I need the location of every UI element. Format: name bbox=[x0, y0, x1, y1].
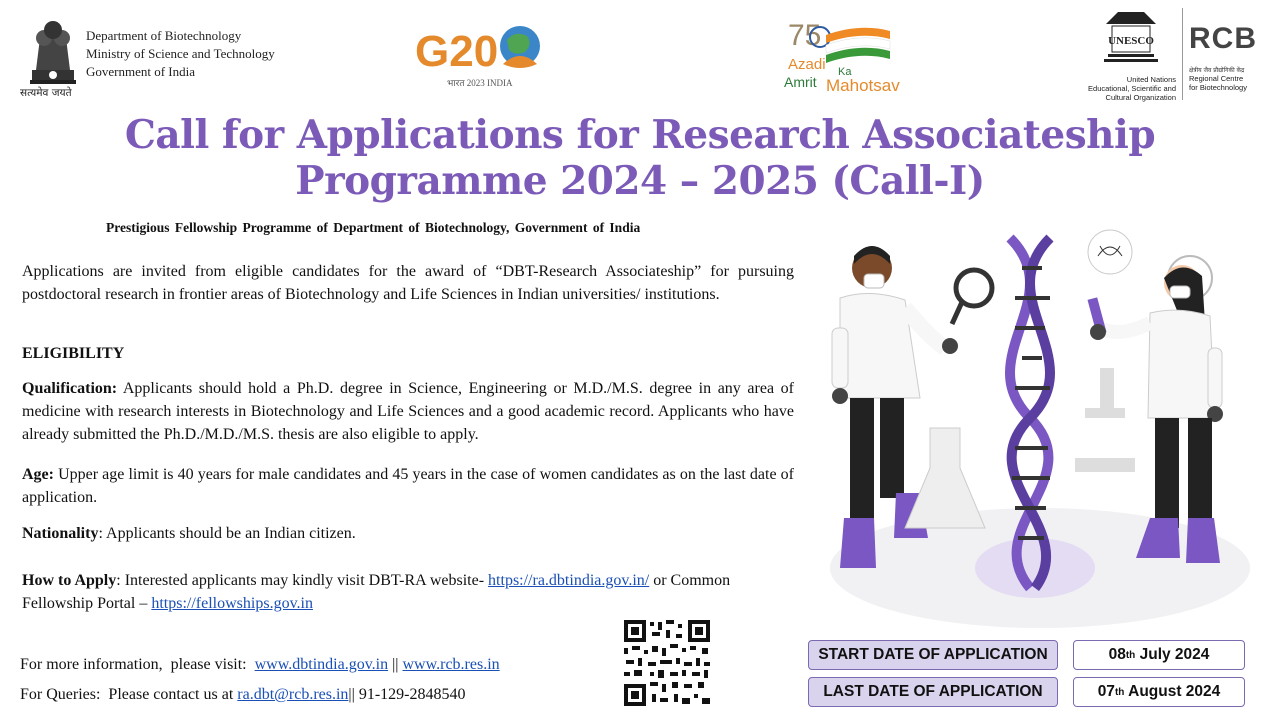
last-date-value bbox=[1073, 677, 1245, 707]
azadi-ka-amrit-mahotsav-logo bbox=[780, 15, 930, 95]
nationality-text: : Applicants should be an Indian citizen. bbox=[98, 525, 356, 542]
age-paragraph bbox=[22, 463, 794, 509]
dbtindia-link[interactable]: www.dbtindia.gov.in bbox=[254, 656, 389, 673]
rcb-logo bbox=[1182, 8, 1273, 100]
unesco-text-2: Educational, Scientific and bbox=[1088, 84, 1176, 93]
apply-text-1: : Interested applicants may kindly visit DBT-RA website- bbox=[116, 572, 489, 589]
dept-line-2: Ministry of Science and Technology bbox=[86, 46, 275, 61]
unesco-wordmark: UNESCO bbox=[1108, 35, 1154, 47]
info-separator: || bbox=[388, 656, 403, 673]
g20-logo-text: G20 bbox=[415, 27, 499, 76]
scientists-dna-illustration bbox=[810, 228, 1270, 628]
azadi-ka-text: Ka bbox=[838, 66, 852, 78]
last-day-suffix: th bbox=[1114, 686, 1125, 698]
rcb-text-2: for Biotechnology bbox=[1189, 83, 1247, 92]
emblem-motto: सत्यमेव जयते bbox=[20, 87, 72, 99]
dbt-ra-website-link[interactable]: https://ra.dbtindia.gov.in/ bbox=[488, 572, 650, 589]
last-month-year: August 2024 bbox=[1124, 683, 1221, 700]
department-block bbox=[86, 27, 275, 81]
amrit-text: Amrit bbox=[784, 74, 817, 90]
start-day-suffix: th bbox=[1125, 649, 1136, 661]
g20-sub-text: भारत 2023 INDIA bbox=[447, 78, 513, 88]
nationality-label: Nationality bbox=[22, 525, 99, 542]
fellowship-portal-link[interactable]: https://fellowships.gov.in bbox=[151, 595, 313, 612]
apply-text-2: or Common Fellowship Portal – bbox=[22, 572, 731, 612]
age-text: Upper age limit is 40 years for male candidates and 45 years in the case of women candidates as on the last date of application. bbox=[22, 466, 794, 506]
start-month-year: July 2024 bbox=[1135, 646, 1210, 663]
unesco-text-3: Cultural Organization bbox=[1105, 93, 1176, 102]
queries-line bbox=[20, 686, 465, 704]
rcb-text-1: Regional Centre bbox=[1189, 74, 1244, 83]
ashoka-emblem-logo bbox=[22, 8, 84, 98]
unesco-text-1: United Nations bbox=[1126, 75, 1176, 84]
eligibility-heading: ELIGIBILITY bbox=[22, 345, 125, 362]
title-line-2: Programme 2024 – 2025 (Call-I) bbox=[295, 158, 985, 204]
how-to-apply-paragraph bbox=[22, 569, 794, 615]
start-day: 08 bbox=[1108, 646, 1126, 663]
unesco-logo bbox=[1080, 8, 1180, 100]
start-date-value bbox=[1073, 640, 1245, 670]
mahotsav-text: Mahotsav bbox=[826, 76, 900, 95]
query-text: For Queries: Please contact us at bbox=[20, 686, 238, 703]
apply-label: How to Apply bbox=[22, 572, 117, 589]
last-day: 07 bbox=[1097, 683, 1115, 700]
nationality-paragraph bbox=[22, 522, 794, 545]
rcb-hindi: क्षेत्रीय जैव प्रौद्योगिकी केंद्र bbox=[1189, 67, 1245, 74]
page-title bbox=[0, 112, 1280, 204]
age-label: Age: bbox=[22, 466, 54, 483]
more-info-line bbox=[20, 656, 500, 674]
qualification-paragraph bbox=[22, 377, 794, 446]
rcb-wordmark: RCB bbox=[1189, 22, 1257, 55]
qualification-label: Qualification: bbox=[22, 380, 118, 397]
g20-logo bbox=[415, 20, 545, 92]
azadi-text: Azadi bbox=[788, 56, 826, 73]
query-phone: || 91-129-2848540 bbox=[348, 686, 466, 703]
qualification-text: Applicants should hold a Ph.D. degree in Science, Engineering or M.D./M.S. degree in any area of medicine with research interests in Biotechnology and Life Sciences and a good academic record. Applicants who have already submitted the Ph.D./M.D./M.S. thesis are also eligible to apply. bbox=[22, 380, 794, 443]
last-date-label: LAST DATE OF APPLICATION bbox=[808, 677, 1058, 707]
dept-line-3: Government of India bbox=[86, 64, 196, 79]
dept-line-1: Department of Biotechnology bbox=[86, 28, 242, 43]
intro-paragraph: Applications are invited from eligible candidates for the award of “DBT-Research Associateship” for pursuing postdoctoral research in frontier areas of Biotechnology and Life Sciences in Indian universities/ institutions. bbox=[22, 263, 794, 303]
svg-text:75: 75 bbox=[788, 19, 822, 52]
subtitle: Prestigious Fellowship Programme of Department of Biotechnology, Government of India bbox=[106, 220, 641, 235]
qr-code[interactable] bbox=[622, 618, 712, 708]
unesco-temple-icon bbox=[1080, 8, 1180, 70]
rcb-link[interactable]: www.rcb.res.in bbox=[402, 656, 500, 673]
start-date-label: START DATE OF APPLICATION bbox=[808, 640, 1058, 670]
query-email-link[interactable]: ra.dbt@rcb.res.in bbox=[237, 686, 349, 703]
info-text: For more information, please visit: bbox=[20, 656, 255, 673]
title-line-1: Call for Applications for Research Associateship bbox=[124, 112, 1156, 158]
